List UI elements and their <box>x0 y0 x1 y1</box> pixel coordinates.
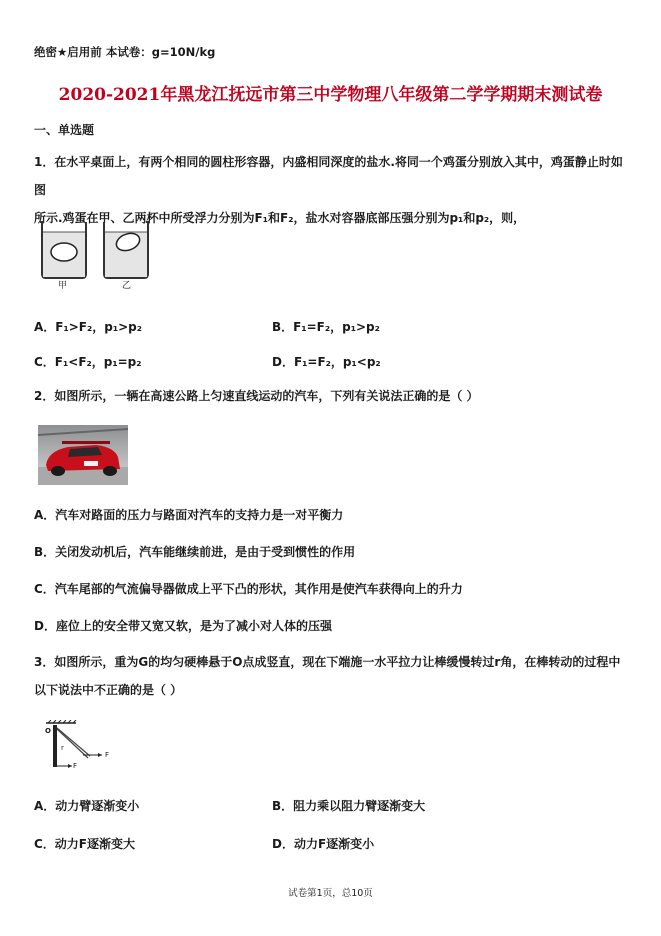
section-heading: 一、单选题 <box>34 123 95 137</box>
q3-option-b[interactable]: B．阻力乘以阻力臂逐渐变大 <box>272 799 426 813</box>
q2-option-b[interactable]: B．关闭发动机后，汽车能继续前进，是由于受到惯性的作用 <box>34 545 356 559</box>
page-footer: 试卷第1页，总10页 <box>288 888 373 899</box>
q3-option-c[interactable]: C．动力F逐渐变大 <box>34 837 136 851</box>
beaker-right <box>104 222 150 278</box>
beaker-left <box>40 222 86 278</box>
question-2-text: 2．如图所示，一辆在高速公路上匀速直线运动的汽车，下列有关说法正确的是（ ） <box>34 389 479 403</box>
vertical-rod-icon <box>53 725 57 767</box>
q2-option-d[interactable]: D．座位上的安全带又宽又软，是为了减小对人体的压强 <box>34 619 332 633</box>
race-car-image <box>38 425 128 485</box>
egg-left-icon <box>51 243 77 261</box>
q1-option-b[interactable]: B．F₁=F₂，p₁>p₂ <box>272 320 380 334</box>
page-title: 2020-2021年黑龙江抚远市第三中学物理八年级第二学学期期末测试卷 <box>58 85 603 105</box>
header-note: 绝密★启用前 本试卷：g=10N/kg <box>34 45 216 59</box>
question-3-text <box>34 648 634 704</box>
q1-option-d[interactable]: D．F₁=F₂，p₁<p₂ <box>272 355 381 369</box>
question-3-line2: 以下说法中不正确的是（ ） <box>34 683 183 697</box>
lever-label-o: O <box>45 727 51 735</box>
question-3-line1: 3．如图所示，重为G的均匀硬棒悬于O点成竖直，现在下端施一水平拉力让棒缓慢转过r角，在棒转动的过程中 <box>34 655 621 669</box>
q3-option-d[interactable]: D．动力F逐渐变小 <box>272 837 375 851</box>
q1-option-c[interactable]: C．F₁<F₂，p₁=p₂ <box>34 355 142 369</box>
lever-label-r: r <box>61 744 64 752</box>
q3-option-a[interactable]: A．动力臂逐渐变小 <box>34 799 140 813</box>
lever-label-f-upper: F <box>105 751 110 759</box>
q2-option-c[interactable]: C．汽车尾部的气流偏导器做成上平下凸的形状，其作用是使汽车获得向上的升力 <box>34 582 463 596</box>
beaker-label-jia: 甲 <box>58 281 68 291</box>
q2-option-a[interactable]: A．汽车对路面的压力与路面对汽车的支持力是一对平衡力 <box>34 508 344 522</box>
question-1-line1: 1．在水平桌面上，有两个相同的圆柱形容器，内盛相同深度的盐水.将同一个鸡蛋分别放入其中，鸡蛋静止时如图 <box>34 155 623 197</box>
beaker-label-yi: 乙 <box>122 281 132 291</box>
question-1-line2: 所示.鸡蛋在甲、乙两杯中所受浮力分别为F₁和F₂，盐水对容器底部压强分别为p₁和p₂，则， <box>34 211 526 225</box>
lever-label-f-lower: F <box>73 762 78 770</box>
beakers-figure <box>38 218 158 298</box>
q1-option-a[interactable]: A．F₁>F₂，p₁>p₂ <box>34 320 142 334</box>
